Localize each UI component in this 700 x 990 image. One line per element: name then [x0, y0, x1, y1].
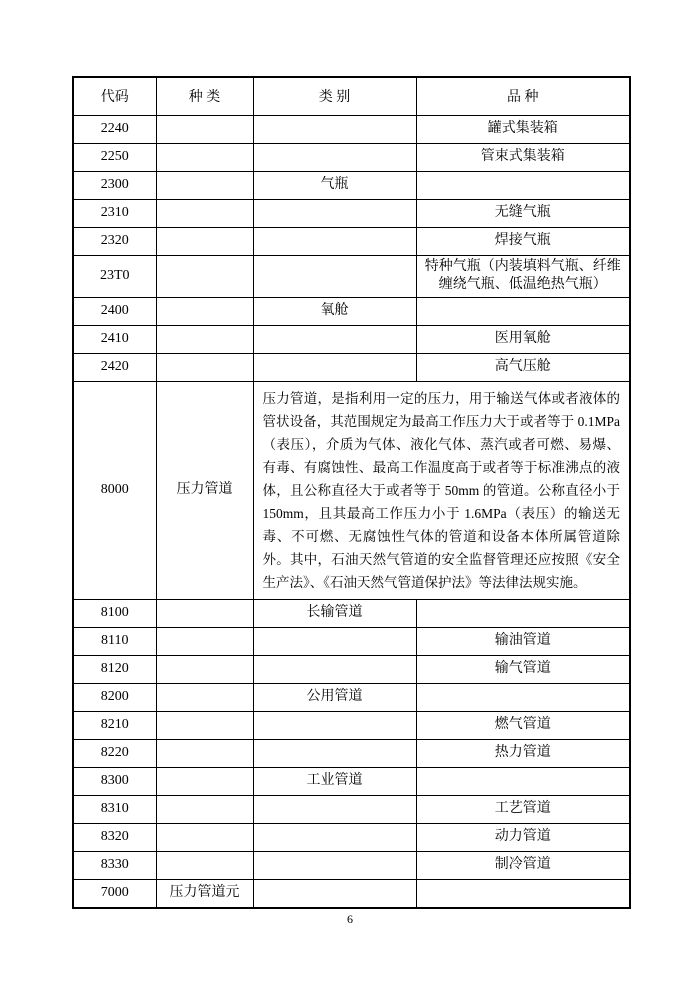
kind-cell	[156, 255, 253, 298]
category-cell	[253, 199, 416, 227]
table-row	[73, 712, 630, 740]
table-body	[73, 115, 630, 908]
variety-cell	[416, 768, 630, 796]
variety-cell	[416, 298, 630, 326]
category-cell	[253, 255, 416, 298]
code-cell: 2320	[73, 227, 156, 255]
variety-cell: 工艺管道	[416, 796, 630, 824]
table-header	[73, 77, 630, 115]
code-cell: 8210	[73, 712, 156, 740]
variety-cell: 医用氧舱	[416, 326, 630, 354]
table-row	[73, 171, 630, 199]
table-row	[73, 852, 630, 880]
category-cell: 氧舱	[253, 298, 416, 326]
code-cell: 8310	[73, 796, 156, 824]
category-cell	[253, 880, 416, 908]
kind-cell	[156, 712, 253, 740]
code-cell: 2300	[73, 171, 156, 199]
kind-cell	[156, 199, 253, 227]
code-cell: 8100	[73, 600, 156, 628]
table-row	[73, 740, 630, 768]
category-cell	[253, 740, 416, 768]
header-category: 类 别	[253, 77, 416, 115]
table-row	[73, 628, 630, 656]
header-variety: 品 种	[416, 77, 630, 115]
kind-cell	[156, 824, 253, 852]
kind-cell	[156, 852, 253, 880]
code-cell: 8000	[73, 382, 156, 600]
kind-cell	[156, 227, 253, 255]
table-row	[73, 354, 630, 382]
code-cell: 2400	[73, 298, 156, 326]
variety-cell: 高气压舱	[416, 354, 630, 382]
category-cell	[253, 824, 416, 852]
variety-cell	[416, 880, 630, 908]
variety-cell	[416, 684, 630, 712]
category-cell	[253, 227, 416, 255]
category-cell: 气瓶	[253, 171, 416, 199]
table-row	[73, 115, 630, 143]
kind-cell	[156, 796, 253, 824]
category-cell: 工业管道	[253, 768, 416, 796]
code-cell: 2240	[73, 115, 156, 143]
table-row	[73, 199, 630, 227]
category-cell	[253, 656, 416, 684]
variety-cell: 焊接气瓶	[416, 227, 630, 255]
kind-cell	[156, 600, 253, 628]
code-cell: 8330	[73, 852, 156, 880]
table-row	[73, 298, 630, 326]
code-cell: 8110	[73, 628, 156, 656]
table-row	[73, 656, 630, 684]
category-cell: 公用管道	[253, 684, 416, 712]
variety-cell: 燃气管道	[416, 712, 630, 740]
table-row	[73, 227, 630, 255]
variety-cell: 热力管道	[416, 740, 630, 768]
kind-cell	[156, 171, 253, 199]
table-row	[73, 143, 630, 171]
header-row	[73, 77, 630, 115]
variety-cell: 无缝气瓶	[416, 199, 630, 227]
kind-cell	[156, 684, 253, 712]
equipment-catalog-table	[72, 76, 631, 909]
variety-cell: 输气管道	[416, 656, 630, 684]
variety-cell	[416, 171, 630, 199]
code-cell: 8320	[73, 824, 156, 852]
code-cell: 8300	[73, 768, 156, 796]
kind-cell	[156, 656, 253, 684]
table-row	[73, 684, 630, 712]
header-kind: 种 类	[156, 77, 253, 115]
kind-cell	[156, 143, 253, 171]
table-row	[73, 600, 630, 628]
variety-cell: 输油管道	[416, 628, 630, 656]
variety-cell: 管束式集装箱	[416, 143, 630, 171]
table-row	[73, 255, 630, 298]
code-cell: 2420	[73, 354, 156, 382]
kind-cell: 压力管道元	[156, 880, 253, 908]
code-cell: 2410	[73, 326, 156, 354]
table-row	[73, 768, 630, 796]
variety-cell: 动力管道	[416, 824, 630, 852]
category-cell	[253, 796, 416, 824]
category-cell	[253, 712, 416, 740]
kind-cell	[156, 115, 253, 143]
category-cell	[253, 326, 416, 354]
description-cell: 压力管道，是指利用一定的压力，用于输送气体或者液体的管状设备，其范围规定为最高工作压力大于或者等于 0.1MPa（表压），介质为气体、液化气体、蒸汽或者可燃、易爆、有毒、有腐蚀性、最高工作温度高于或者等于标准沸点的液体，且公称直径大于或者等于 50mm 的管道。公称直径小于 150mm，且其最高工作压力小于 1.6MPa（表压）的输送无毒、不可燃、无腐蚀性气体的管道和设备本体所属管道除外。其中，石油天然气管道的安全监督管理还应按照《安全生产法》、《石油天然气管道保护法》等法律法规实施。	[253, 382, 630, 600]
category-cell	[253, 115, 416, 143]
code-cell: 8120	[73, 656, 156, 684]
kind-cell	[156, 354, 253, 382]
code-cell: 2250	[73, 143, 156, 171]
table-row	[73, 796, 630, 824]
category-cell	[253, 143, 416, 171]
variety-cell: 罐式集装箱	[416, 115, 630, 143]
table-row	[73, 326, 630, 354]
code-cell: 7000	[73, 880, 156, 908]
category-cell: 长输管道	[253, 600, 416, 628]
variety-cell: 制冷管道	[416, 852, 630, 880]
variety-cell: 特种气瓶（内装填料气瓶、纤维缠绕气瓶、低温绝热气瓶）	[416, 255, 630, 298]
kind-cell	[156, 740, 253, 768]
kind-cell: 压力管道	[156, 382, 253, 600]
code-cell: 23T0	[73, 255, 156, 298]
kind-cell	[156, 298, 253, 326]
variety-cell	[416, 600, 630, 628]
table-row	[73, 880, 630, 908]
category-cell	[253, 852, 416, 880]
kind-cell	[156, 628, 253, 656]
header-code: 代码	[73, 77, 156, 115]
code-cell: 8200	[73, 684, 156, 712]
code-cell: 2310	[73, 199, 156, 227]
table-row	[73, 824, 630, 852]
kind-cell	[156, 768, 253, 796]
table-row	[73, 382, 630, 600]
category-cell	[253, 354, 416, 382]
page-number: 6	[347, 912, 353, 926]
category-cell	[253, 628, 416, 656]
code-cell: 8220	[73, 740, 156, 768]
kind-cell	[156, 326, 253, 354]
